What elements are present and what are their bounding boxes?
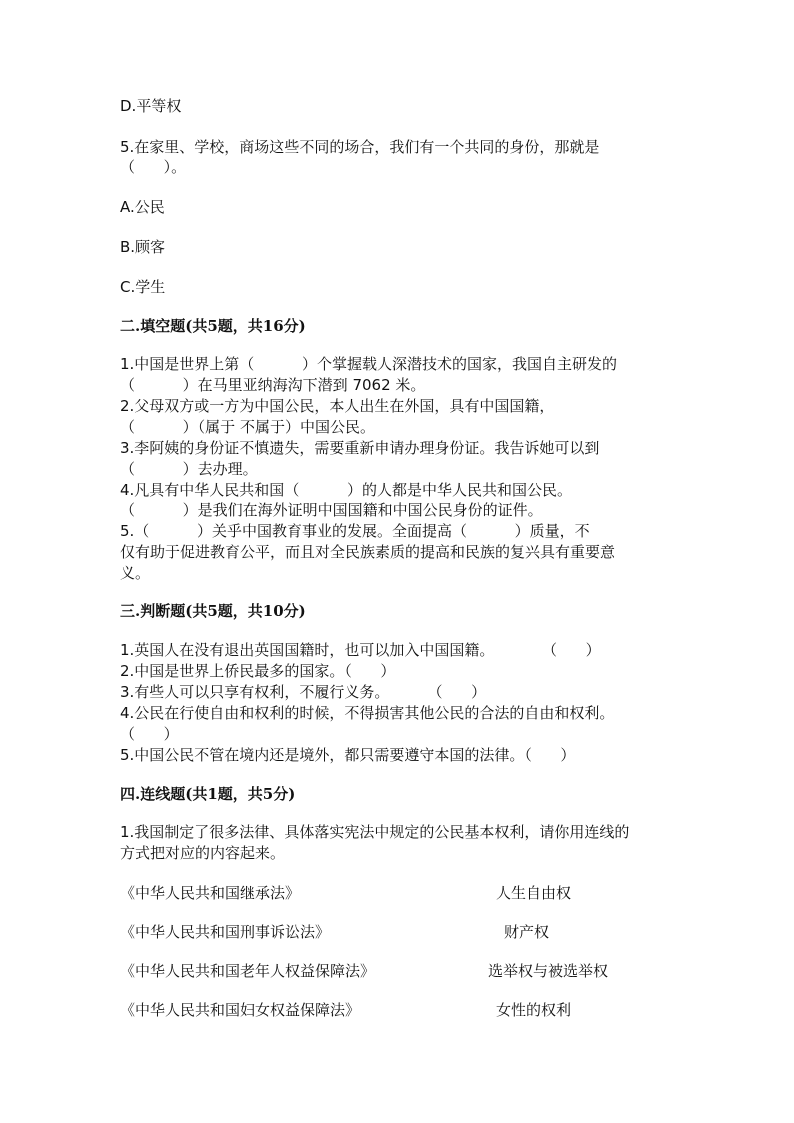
true-false-line: （ ） [120,725,179,743]
matching-right-item: 女性的权利 [496,1001,572,1019]
fill-blank-line: （ ）是我们在海外证明中国国籍和中国公民身份的证件。 [120,501,543,519]
section-4-heading: 四.连线题(共1题，共5分) [120,785,296,803]
fill-blank-line: （ ）去办理。 [120,460,258,478]
matching-left-item: 《中华人民共和国继承法》 [120,884,301,902]
true-false-line: 3.有些人可以只享有权利，不履行义务。 （ ） [120,683,487,701]
matching-left-item: 《中华人民共和国老年人权益保障法》 [120,962,376,980]
fill-blank-line: 3.李阿姨的身份证不慎遗失，需要重新申请办理身份证。我告诉她可以到 [120,439,600,457]
matching-right-item: 财产权 [504,923,550,941]
section-2-heading: 二.填空题(共5题，共16分) [120,317,306,335]
question-5-line-1: 5.在家里、学校，商场这些不同的场合，我们有一个共同的身份，那就是 [120,138,600,156]
true-false-line: 5.中国公民不管在境内还是境外，都只需要遵守本国的法律。（ ） [120,746,576,764]
matching-prompt-line-1: 1.我国制定了很多法律、具体落实宪法中规定的公民基本权利，请你用连线的 [120,823,630,841]
true-false-line: 4.公民在行使自由和权利的时候，不得损害其他公民的合法的自由和权利。 [120,704,615,722]
true-false-line: 2.中国是世界上侨民最多的国家。（ ） [120,662,396,680]
fill-blank-line: 义。 [120,564,151,582]
matching-left-item: 《中华人民共和国妇女权益保障法》 [120,1001,361,1019]
section-3-heading: 三.判断题(共5题，共10分) [120,602,306,620]
option-a: A.公民 [120,198,165,216]
fill-blank-line: 仅有助于促进教育公平，而且对全民族素质的提高和民族的复兴具有重要意 [120,543,616,561]
true-false-line: 1.英国人在没有退出英国国籍时，也可以加入中国国籍。 （ ） [120,641,601,659]
fill-blank-line: 2.父母双方或一方为中国公民，本人出生在外国，具有中国国籍， [120,397,555,415]
matching-left-item: 《中华人民共和国刑事诉讼法》 [120,923,331,941]
fill-blank-line: （ ）在马里亚纳海沟下潜到 7062 米。 [120,376,426,394]
fill-blank-line: 5.（ ）关乎中国教育事业的发展。全面提高（ ）质量，不 [120,522,590,540]
fill-blank-line: （ ）（属于 不属于）中国公民。 [120,418,375,436]
option-b: B.顾客 [120,238,166,256]
fill-blank-line: 1.中国是世界上第（ ）个掌握载人深潜技术的国家，我国自主研发的 [120,355,617,373]
matching-right-item: 人生自由权 [496,884,572,902]
matching-prompt-line-2: 方式把对应的内容起来。 [120,844,286,862]
option-c: C.学生 [120,278,166,296]
option-d: D.平等权 [120,97,182,115]
fill-blank-line: 4.凡具有中华人民共和国（ ）的人都是中华人民共和国公民。 [120,481,572,499]
question-5-line-2: （ ）。 [120,158,187,176]
matching-right-item: 选举权与被选举权 [488,962,609,980]
